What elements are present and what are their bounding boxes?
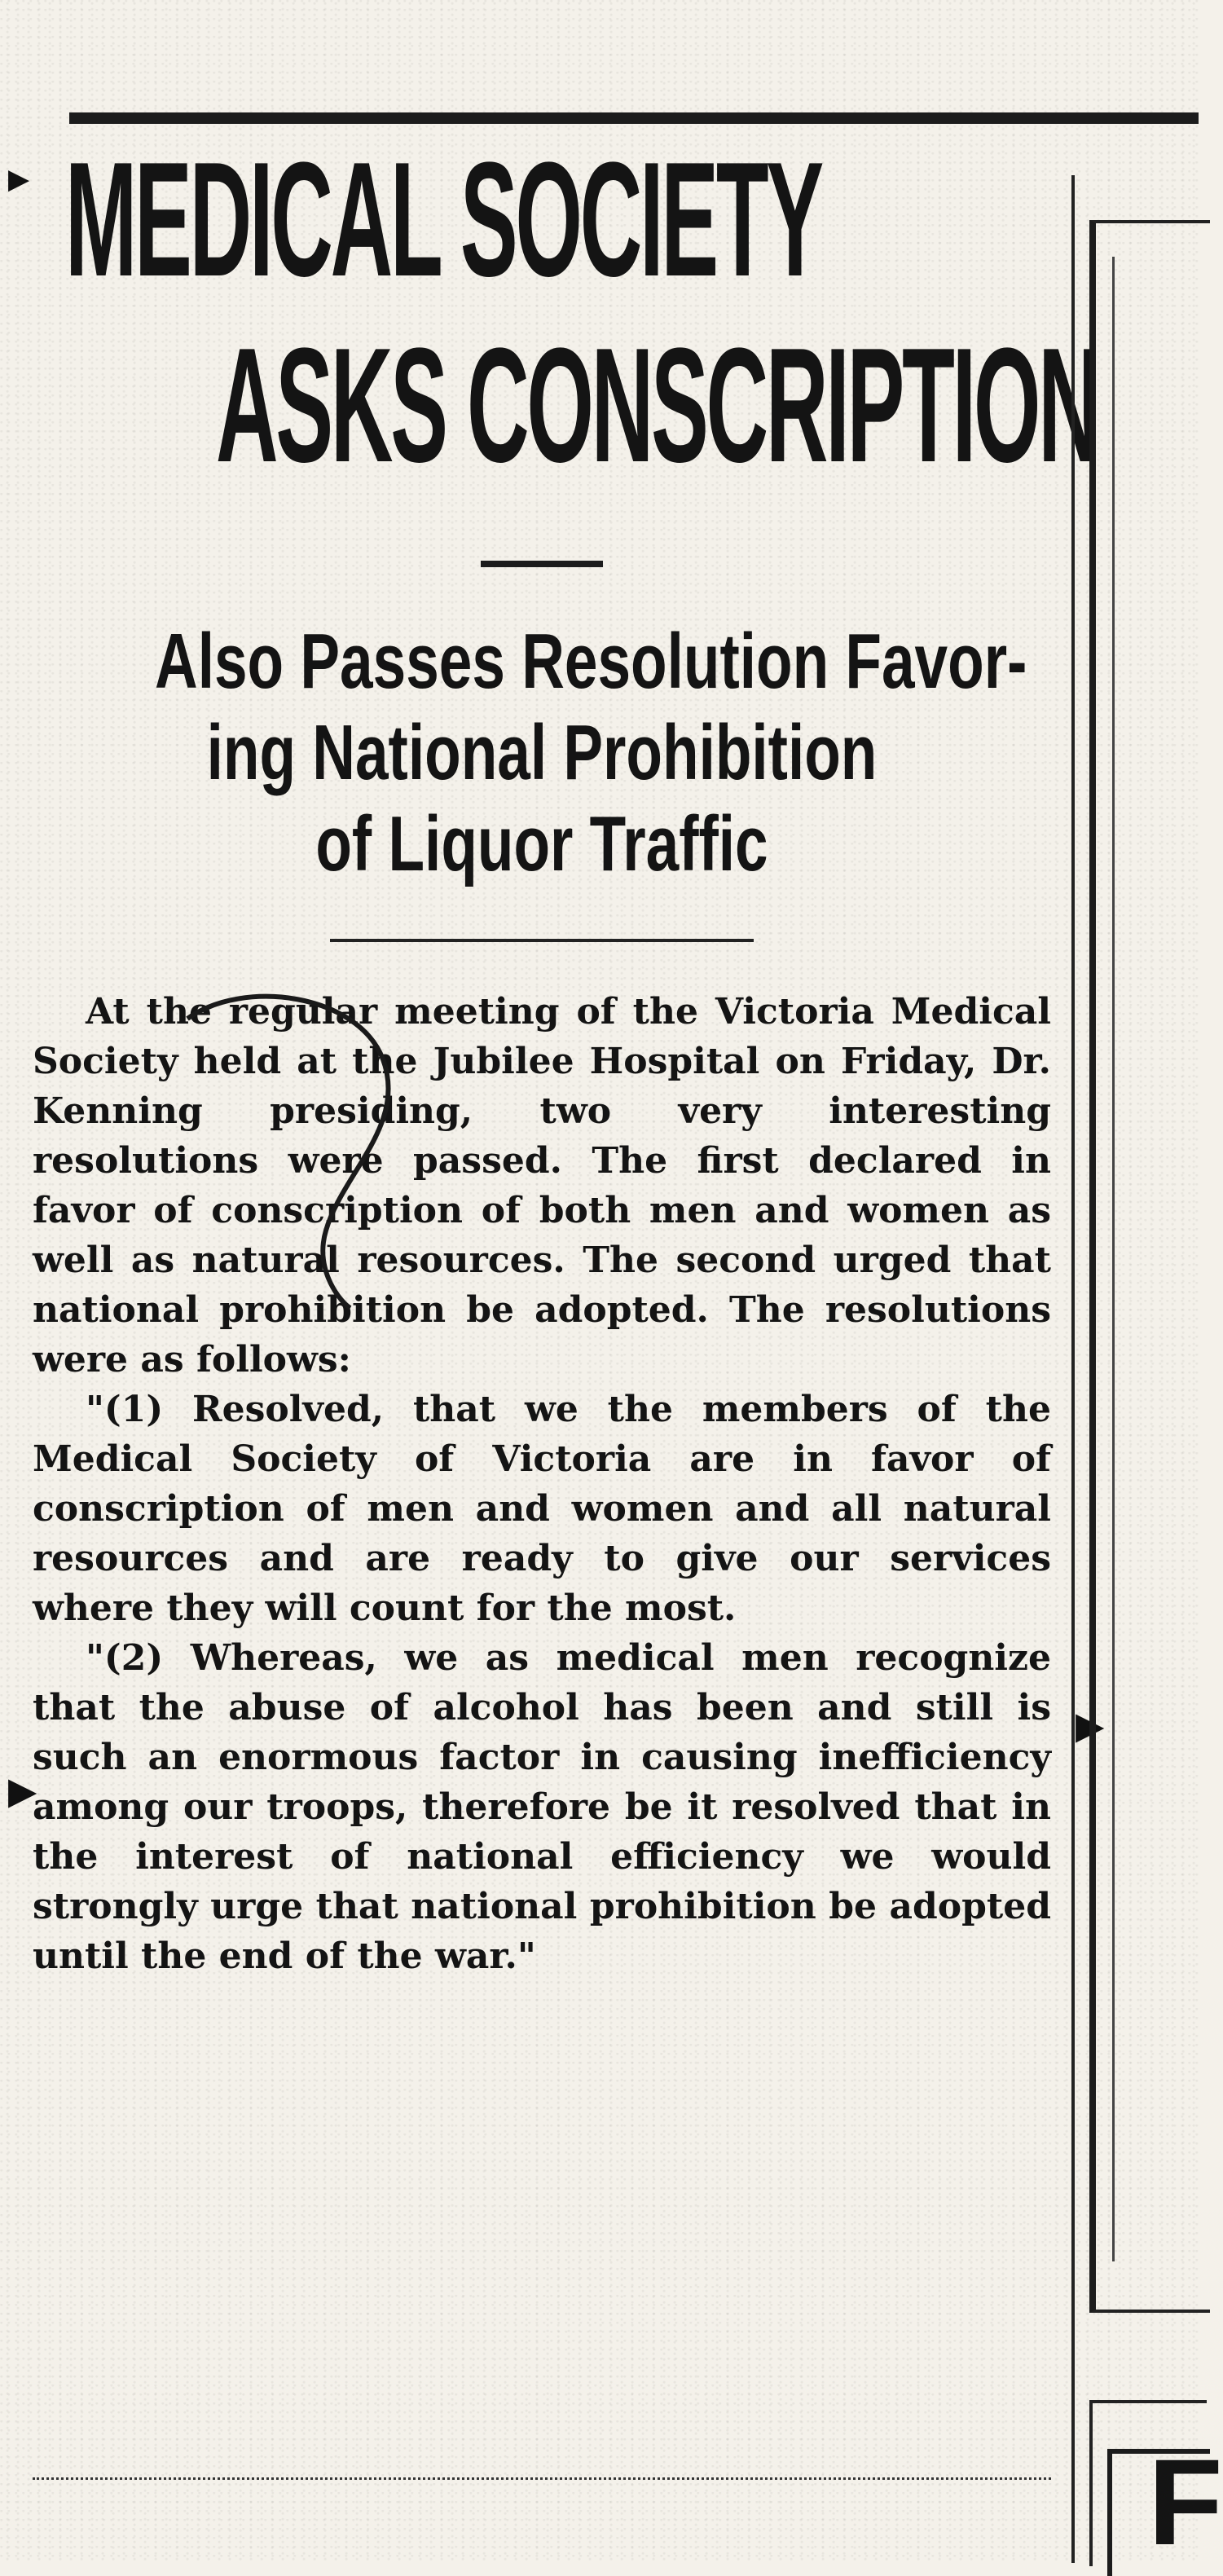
- arrow-mark-icon: ▶: [1076, 1703, 1105, 1747]
- adjacent-partial-letter: F: [1148, 2433, 1223, 2570]
- headline-line-1: MEDICAL SOCIETY: [65, 129, 821, 310]
- top-column-rule: [69, 112, 1199, 124]
- article-paragraph: At the regular meeting of the Victoria Medical Society held at the Jubilee Hospital on Friday, Dr. Kenning presiding, two very interesting resolutions were passed. The first declared in favor of conscription of both men and women as well as natural resources. The second urged that national prohibition be adopted. The resolutions were as follows:: [33, 991, 1051, 1380]
- arrow-mark-icon: ▶: [8, 163, 30, 196]
- subhead-line-3: of Liquor Traffic: [315, 800, 768, 887]
- article-paragraph: "(2) Whereas, we as medical men recognize that the abuse of alcohol has been and still is such an enormous factor in causing inefficiency among our troops, therefore be it resolved that in the interest of national efficiency we would strongly urge that national prohibition be adopted until the end of the war.": [33, 1637, 1051, 1977]
- arrow-mark-icon: ▶: [8, 1768, 37, 1812]
- adjacent-column-frame: [1071, 175, 1223, 2570]
- adjacent-ad-inner-rule: [1112, 257, 1212, 2261]
- subhead-line-1: Also Passes Resolution Favor-: [155, 618, 1027, 705]
- subhead-line-2: ing National Prohibition: [206, 709, 878, 796]
- article-paragraph: "(1) Resolved, that we the members of the Medical Society of Victoria are in favor of conscription of men and women and all natural resources and are ready to give our services where they will count for the most.: [33, 1389, 1051, 1629]
- headline-line-2: ASKS CONSCRIPTION: [216, 315, 1098, 496]
- pencil-swirl-icon: [179, 986, 440, 1312]
- bottom-rule: [33, 2477, 1051, 2480]
- headline-divider: [481, 561, 603, 567]
- subhead-rule: [330, 939, 754, 942]
